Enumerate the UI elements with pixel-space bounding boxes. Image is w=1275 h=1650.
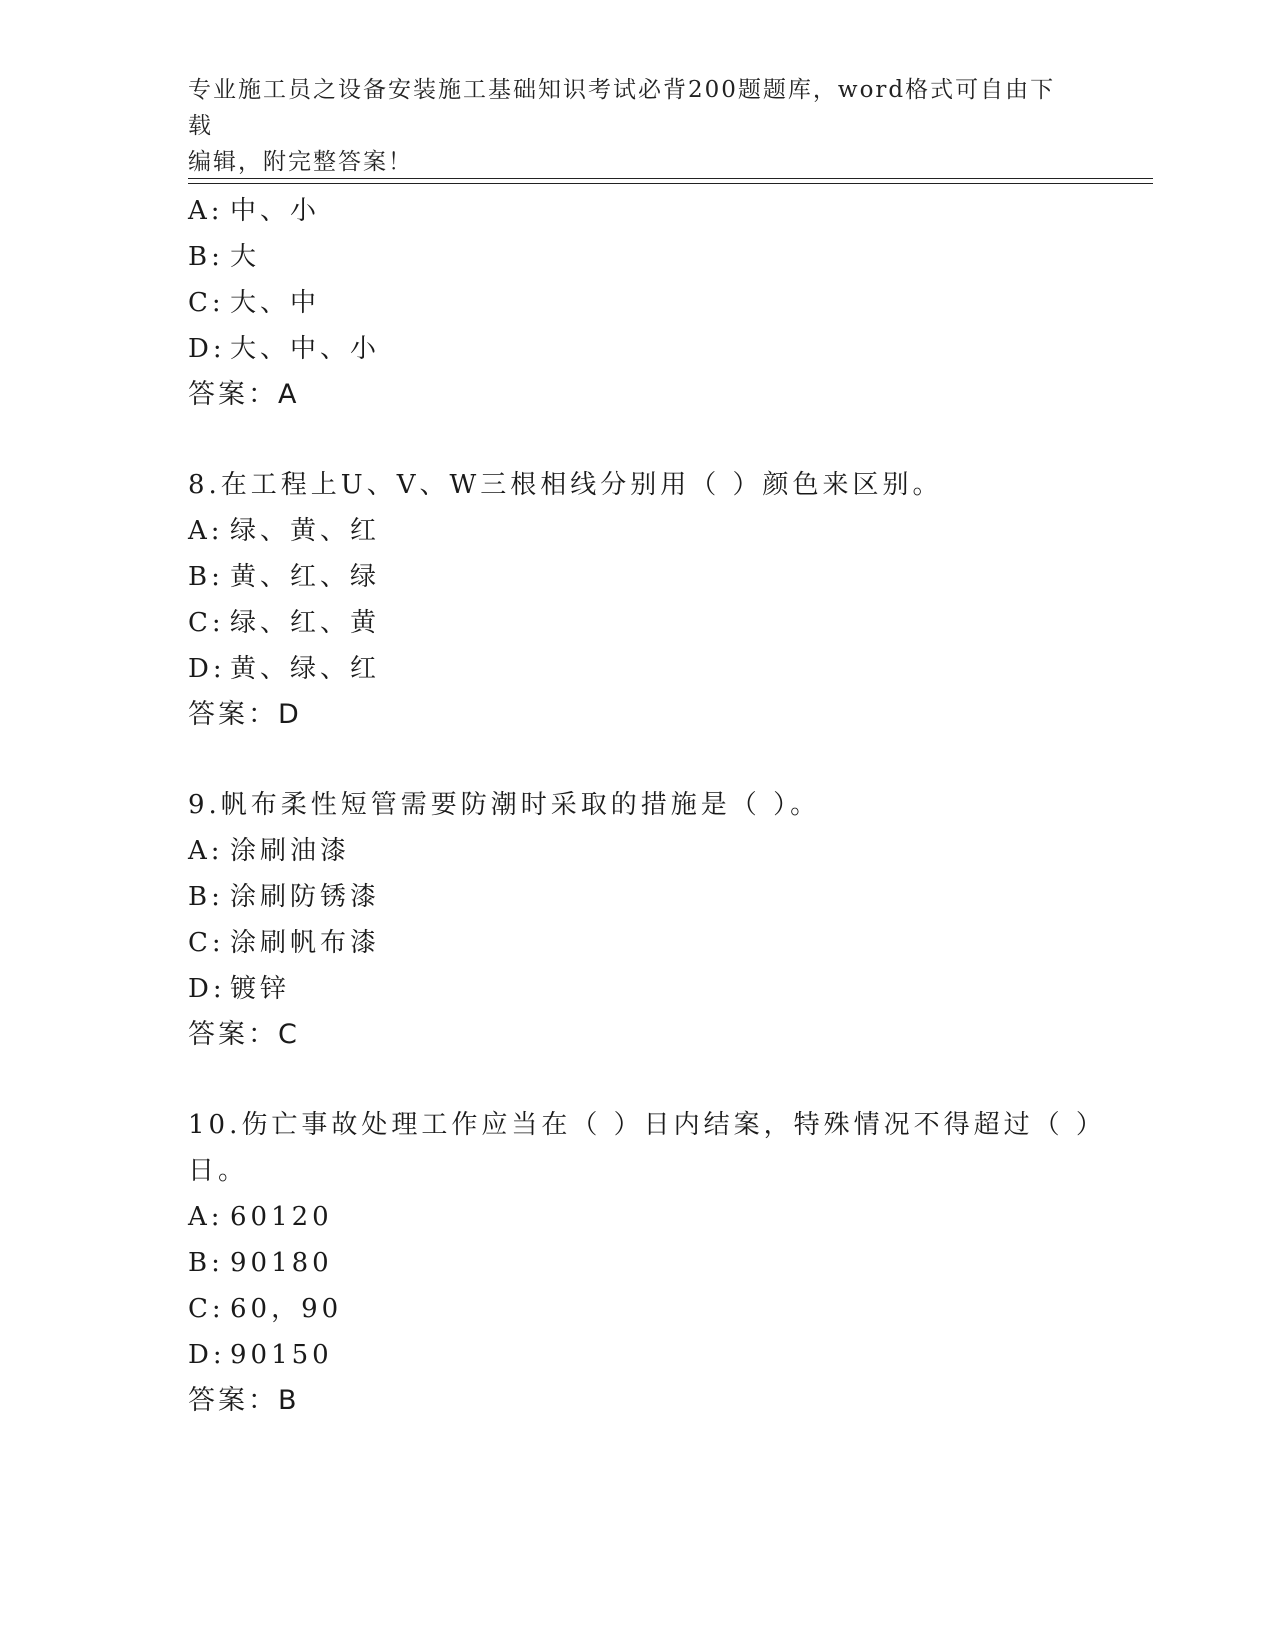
option-label: A: [188,836,224,866]
option-c [188,1286,1088,1332]
answer-line: 答案：C [188,1019,300,1050]
option-text: 涂刷油漆 [230,836,351,866]
option-d [188,646,1088,692]
option-c [188,920,1088,966]
question-list [188,188,1106,1424]
option-text: 绿、黄、红 [230,516,381,546]
option-a [188,1194,1088,1240]
option-d [188,966,1088,1012]
option-label: C: [188,608,225,638]
option-label: C: [188,1294,225,1324]
option-d [188,326,1088,372]
option-text: 大、中 [230,288,321,318]
option-c [188,280,1088,326]
option-label: A: [188,516,224,546]
header-title-line-1: 专业施工员之设备安装施工基础知识考试必背200题题库，word格式可自由下载 [188,77,1056,139]
answer-line: 答案：A [188,379,300,410]
question-9-block [188,782,1088,1058]
option-text: 大、中、小 [230,334,381,364]
option-text: 黄、绿、红 [230,654,381,684]
option-a [188,828,1088,874]
option-text: 镀锌 [230,974,291,1004]
question-text-line-2: 日。 [188,1156,249,1186]
option-text: 90180 [230,1248,333,1278]
option-a [188,188,1088,234]
option-c [188,600,1088,646]
option-label: B: [188,882,224,912]
option-label: A: [188,196,224,226]
option-b [188,234,1088,280]
answer-line: 答案：B [188,1385,300,1416]
option-d [188,1332,1088,1378]
option-text: 涂刷防锈漆 [230,882,381,912]
option-label: C: [188,288,225,318]
option-text: 黄、红、绿 [230,562,381,592]
option-label: D: [188,1340,226,1370]
header-title-line-2: 编辑，附完整答案！ [188,149,413,175]
answer-line: 答案：D [188,699,302,730]
option-text: 涂刷帆布漆 [230,928,381,958]
option-b [188,874,1088,920]
option-text: 60，90 [230,1294,343,1324]
spacer [188,738,1088,782]
option-label: D: [188,654,226,684]
option-text: 60120 [230,1202,333,1232]
option-text: 绿、红、黄 [230,608,381,638]
option-b [188,1240,1088,1286]
option-label: B: [188,242,224,272]
question-text-line-1: 10.伤亡事故处理工作应当在（ ）日内结案，特殊情况不得超过（ ） [188,1110,1106,1140]
option-text: 中、小 [230,196,321,226]
question-text: 9.帆布柔性短管需要防潮时采取的措施是（ ）。 [188,790,821,820]
option-text: 90150 [230,1340,333,1370]
option-label: B: [188,1248,224,1278]
question-7-block [188,188,1088,418]
question-10-block [188,1102,1106,1424]
spacer [188,1058,1088,1102]
header-divider-top [188,178,1153,179]
spacer [188,418,1088,462]
option-label: C: [188,928,225,958]
option-label: B: [188,562,224,592]
option-label: A: [188,1202,224,1232]
option-label: D: [188,974,226,1004]
document-header [188,72,1068,180]
option-a [188,508,1088,554]
option-text: 大 [230,242,261,272]
header-divider-bottom [188,183,1153,184]
question-text: 8.在工程上U、V、W三根相线分别用（ ）颜色来区别。 [188,470,943,500]
option-label: D: [188,334,226,364]
option-b [188,554,1088,600]
question-8-block [188,462,1088,738]
